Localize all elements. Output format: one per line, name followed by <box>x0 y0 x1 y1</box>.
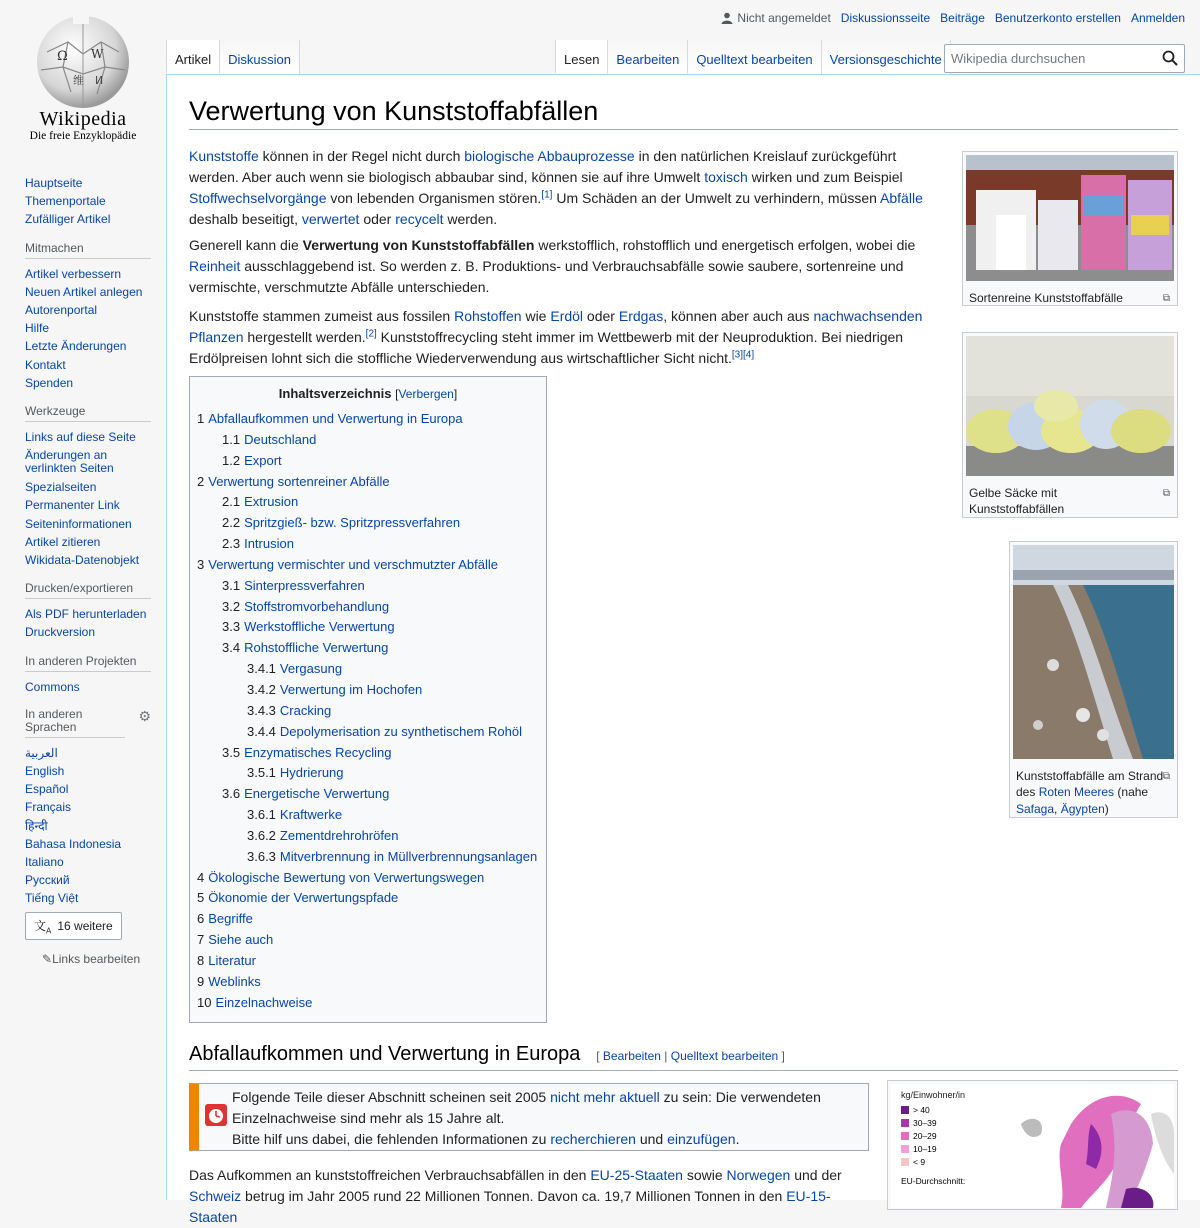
toc-number: 9 <box>197 973 205 989</box>
toc-item[interactable] <box>197 701 539 722</box>
sidebar-item[interactable]: Als PDF herunterladen <box>25 607 147 622</box>
toc-item[interactable] <box>197 409 539 430</box>
toc-list <box>197 409 539 1013</box>
intro-paragraph-2 <box>189 235 937 298</box>
toc-number: 3.5.1 <box>247 765 276 781</box>
toc-number: 3.1 <box>222 577 241 593</box>
link-reinheit[interactable]: Reinheit <box>189 258 241 274</box>
talk-link[interactable]: Diskussionsseite <box>840 11 931 25</box>
portal-heading: Drucken/exportieren <box>25 581 151 599</box>
caption-text: , <box>1054 801 1061 816</box>
toc-number: 2.3 <box>222 536 241 552</box>
reference-3-4[interactable]: [3][4] <box>731 349 755 361</box>
text: oder <box>359 211 396 227</box>
link-abfaelle[interactable]: Abfälle <box>880 190 923 206</box>
thumbnail-caption <box>1013 764 1174 820</box>
toc-number: 3.4.4 <box>247 723 276 739</box>
search-placeholder: Wikipedia durchsuchen <box>951 51 1086 66</box>
sidebar-item[interactable]: Links auf diese Seite <box>25 430 136 445</box>
table-of-contents <box>189 376 547 1023</box>
text: in den natürlichen Kreislauf zurückgeführt werden. Aber auch wenn sie biologisch abbaubar sind, können sie auf ihre Umwelt <box>189 148 897 185</box>
sidebar-item[interactable]: Autorenportal <box>25 303 98 318</box>
magnify-icon[interactable]: ⧉ <box>1162 292 1170 304</box>
toc-number: 3.4 <box>222 640 241 656</box>
portal-sprachen <box>0 708 166 940</box>
legend-item: > 40 <box>913 1105 930 1115</box>
globe-icon <box>33 12 133 112</box>
link-nachwachsende-pflanzen[interactable]: nachwachsenden Pflanzen <box>189 308 923 345</box>
toc-link[interactable]: Kraftwerke <box>279 807 343 823</box>
toc-link[interactable]: Verwertung vermischter und verschmutzter Abfälle <box>208 556 498 572</box>
search-input[interactable] <box>944 44 1185 73</box>
toc-number: 3.6 <box>222 786 241 802</box>
toc-item[interactable] <box>197 805 539 826</box>
sidebar <box>0 150 166 966</box>
toc-item[interactable] <box>197 930 539 951</box>
text: werkstofflich, rohstofflich und energetisch erfolgen, wobei die <box>534 237 916 253</box>
link-kunststoffe[interactable]: Kunststoffe <box>189 148 259 164</box>
thumbnail-sortenrein <box>962 151 1178 306</box>
toc-link[interactable]: Hydrierung <box>279 765 344 781</box>
link-biologische-abbauprozesse[interactable]: biologische Abbauprozesse <box>464 148 635 164</box>
text: werden. <box>443 211 498 227</box>
maintenance-notice <box>189 1083 869 1151</box>
sidebar-item[interactable]: Neuen Artikel anlegen <box>25 284 143 299</box>
gear-icon[interactable]: ⚙ <box>138 707 151 724</box>
toc-number: 5 <box>197 890 205 906</box>
text: Bitte hilf uns dabei, die fehlenden Informationen zu <box>232 1131 551 1147</box>
section-edit-links: [ Bearbeiten | Quelltext bearbeiten ] <box>596 1049 785 1063</box>
language-link[interactable]: Bahasa Indonesia <box>25 836 122 851</box>
svg-text:维: 维 <box>73 74 84 87</box>
user-icon <box>721 12 733 24</box>
sidebar-item-zufaelliger-artikel[interactable]: Zufälliger Artikel <box>25 212 111 227</box>
portal-heading: In anderen Sprachen <box>25 708 125 738</box>
language-link[interactable]: Italiano <box>25 855 64 870</box>
user-status <box>721 11 830 25</box>
sidebar-item[interactable]: Spezialseiten <box>25 480 97 495</box>
edit-links-label: Links bearbeiten <box>52 952 141 967</box>
toc-link[interactable]: Cracking <box>279 702 332 718</box>
link-toxisch[interactable]: toxisch <box>704 169 748 185</box>
toc-link[interactable]: Depolymerisation zu synthetischem Rohöl <box>279 723 522 739</box>
sidebar-item-commons[interactable]: Commons <box>25 679 80 694</box>
sidebar-item[interactable]: Druckversion <box>25 625 96 640</box>
toc-number: 3.4.1 <box>247 661 276 677</box>
text: Generell kann die <box>189 237 303 253</box>
link-aegypten[interactable]: Ägypten <box>1060 801 1105 816</box>
toc-link[interactable]: Verwertung sortenreiner Abfälle <box>208 473 390 489</box>
toc-item[interactable] <box>197 909 539 930</box>
toc-item[interactable] <box>197 492 539 513</box>
not-logged-in-label: Nicht angemeldet <box>737 11 831 25</box>
intro-paragraph-3 <box>189 306 937 369</box>
text: , können aber auch aus <box>663 308 814 324</box>
toc-item[interactable] <box>197 576 539 597</box>
toc-number: 3.5 <box>222 744 241 760</box>
toc-link[interactable]: Ökonomie der Verwertungspfade <box>208 890 399 906</box>
toc-link[interactable]: Intrusion <box>244 536 294 552</box>
translate-icon: 文$_A$ <box>34 918 52 936</box>
toc-link[interactable]: Werkstoffliche Verwertung <box>244 619 395 635</box>
magnify-icon[interactable]: ⧉ <box>1162 487 1170 499</box>
magnify-icon[interactable]: ⧉ <box>1162 770 1170 782</box>
text: hergestellt werden. <box>243 329 366 345</box>
toc-link[interactable]: Rohstoffliche Verwertung <box>244 640 389 656</box>
caption-text: (nahe <box>1114 785 1149 799</box>
toc-number: 10 <box>197 994 212 1010</box>
toc-number: 3.6.1 <box>247 807 276 823</box>
legend-item: 10–19 <box>913 1144 937 1154</box>
link-stoffwechselvorgaenge[interactable]: Stoffwechselvorgänge <box>189 190 327 206</box>
text: ausschlaggebend ist. So werden z. B. Produktions- und Verbrauchsabfälle sowie saubere, sortenreine und vermischte, verschmutzte Abfälle unterschieden. <box>189 258 904 295</box>
link-recycelt[interactable]: recycelt <box>395 211 444 227</box>
portal-drucken <box>0 581 166 641</box>
toc-number: 2 <box>197 473 205 489</box>
toc-item[interactable] <box>197 763 539 784</box>
language-link[interactable]: English <box>25 764 65 779</box>
link-verwertet[interactable]: verwertet <box>301 211 360 227</box>
contributions-link[interactable]: Beiträge <box>940 11 985 25</box>
sidebar-item[interactable]: Seiteninformationen <box>25 516 132 531</box>
edit-links-link[interactable] <box>0 952 166 966</box>
thumbnail-roten-meeres <box>1009 541 1178 818</box>
toc-number: 1 <box>197 411 205 426</box>
toc-link[interactable]: Verwertung im Hochofen <box>279 681 423 697</box>
sidebar-item[interactable]: Wikidata-Datenobjekt <box>25 553 140 568</box>
thumbnail-europe-map <box>887 1080 1178 1210</box>
portal-projekte <box>0 654 166 696</box>
sidebar-item[interactable]: Artikel verbessern <box>25 266 122 281</box>
namespace-tabs <box>166 40 300 74</box>
toc-link[interactable]: Spritzgieß- bzw. Spritzpressverfahren <box>244 515 461 531</box>
toc-toggle[interactable]: [Verbergen] <box>395 387 458 401</box>
main-content <box>166 74 1200 1225</box>
section-title: Abfallaufkommen und Verwertung in Europa <box>189 1043 581 1065</box>
toc-link[interactable]: Extrusion <box>244 494 299 510</box>
text: und <box>635 1131 668 1147</box>
toc-number: 3.6.3 <box>247 848 276 864</box>
caption-text: ) <box>1104 801 1109 816</box>
toc-item[interactable] <box>197 888 539 909</box>
language-link[interactable]: العربية <box>25 745 58 760</box>
toc-number: 2.2 <box>222 515 241 531</box>
toc-link[interactable]: Zementdrehrohröfen <box>279 827 399 843</box>
thumbnail-caption <box>966 481 1174 520</box>
link-safaga[interactable]: Safaga <box>1016 801 1055 816</box>
legend-item: 20–29 <box>913 1131 937 1141</box>
section-edit-source-link[interactable]: Quelltext bearbeiten <box>670 1049 779 1063</box>
more-languages-button[interactable] <box>25 912 122 940</box>
toc-item[interactable] <box>197 451 539 472</box>
toc-item[interactable] <box>197 972 539 993</box>
tab-quelltext-bearbeiten[interactable]: Quelltext bearbeiten <box>688 40 821 74</box>
svg-text:И: И <box>95 74 104 87</box>
svg-text:W: W <box>91 47 104 61</box>
toc-number: 3.6.2 <box>247 827 276 843</box>
toc-item[interactable] <box>197 597 539 618</box>
toc-link[interactable]: Ökologische Bewertung von Verwertungswegen <box>208 869 485 885</box>
notice-text <box>232 1087 862 1150</box>
tab-lesen[interactable]: Lesen <box>555 40 608 74</box>
toc-title <box>197 386 539 401</box>
toc-link[interactable]: Enzymatisches Recycling <box>244 744 392 760</box>
toc-item[interactable] <box>197 993 539 1014</box>
section-paragraph-1 <box>189 1165 869 1228</box>
toc-number: 8 <box>197 952 205 968</box>
portal-heading: Mitmachen <box>25 241 151 259</box>
toc-item[interactable] <box>197 430 539 451</box>
text: Kunststoffrecycling steht immer im Wettbewerb mit der Neuproduktion. Bei niedrigen Erdölpreisen lohnt sich die stoffliche Wiederverwendung aus wirtschaftlicher Sicht nicht. <box>189 329 904 366</box>
toc-item[interactable] <box>197 555 539 576</box>
text: wie <box>521 308 551 324</box>
text: betrug im Jahr 2005 rund 22 Millionen Tonnen. Davon ca. 19,7 Millionen Tonnen in den <box>241 1188 787 1204</box>
link-einzufuegen[interactable]: einzufügen <box>667 1131 736 1147</box>
bold-term: Verwertung von Kunststoffabfällen <box>302 237 535 253</box>
toc-item[interactable] <box>197 680 539 701</box>
reference-1[interactable]: [1] <box>541 189 553 201</box>
toc-item[interactable] <box>197 659 539 680</box>
toc-number: 1.2 <box>222 452 241 468</box>
link-eu-25-staaten[interactable]: EU-25-Staaten <box>590 1167 683 1183</box>
toc-item[interactable] <box>197 617 539 638</box>
sidebar-item[interactable]: Letzte Änderungen <box>25 339 127 354</box>
search-icon[interactable] <box>1162 50 1178 66</box>
toc-link[interactable]: Vergasung <box>279 661 343 677</box>
toc-number: 1.1 <box>222 431 241 447</box>
sidebar-item[interactable]: Kontakt <box>25 357 66 372</box>
toc-toggle-link[interactable]: Verbergen <box>398 387 454 401</box>
text: . <box>735 1131 740 1147</box>
section-edit-link[interactable]: Bearbeiten <box>602 1049 661 1063</box>
wordmark: Wikipedia <box>39 108 127 130</box>
toc-item[interactable] <box>197 513 539 534</box>
toc-number: 3.4.2 <box>247 681 276 697</box>
portal-navigation <box>0 174 166 229</box>
link-nicht-mehr-aktuell[interactable]: nicht mehr aktuell <box>550 1089 660 1105</box>
text: und der <box>790 1167 842 1183</box>
toc-link[interactable]: Einzelnachweise <box>215 994 313 1010</box>
sidebar-item[interactable]: Permanenter Link <box>25 498 120 513</box>
text: oder <box>583 308 619 324</box>
text: Folgende Teile dieser Abschnitt scheinen seit 2005 <box>232 1089 551 1105</box>
sidebar-item-themenportale[interactable]: Themenportale <box>25 194 106 209</box>
language-link[interactable]: Tiếng Việt <box>25 891 79 906</box>
image-yellow-bags[interactable] <box>966 336 1174 476</box>
clock-warning-icon <box>205 1104 227 1126</box>
toc-item[interactable] <box>197 472 539 493</box>
thumbnail-caption <box>966 286 1174 309</box>
tagline: Die freie Enzyklopädie <box>29 130 137 142</box>
sidebar-item[interactable]: Änderungen an verlinkten Seiten <box>25 448 114 476</box>
toc-item[interactable] <box>197 638 539 659</box>
image-europe-map[interactable] <box>891 1084 1174 1208</box>
tab-diskussion[interactable]: Diskussion <box>220 40 300 74</box>
link-recherchieren[interactable]: recherchieren <box>550 1131 636 1147</box>
toc-number: 6 <box>197 911 205 927</box>
tab-versionsgeschichte[interactable]: Versionsgeschichte <box>822 40 951 74</box>
wikipedia-logo[interactable] <box>0 0 166 150</box>
login-link[interactable]: Anmelden <box>1130 11 1185 25</box>
image-plastic-bales[interactable] <box>966 155 1174 281</box>
text: können in der Regel nicht durch <box>258 148 465 164</box>
toc-number: 3 <box>197 556 205 572</box>
caption-text: Kunststoffabfälle am Strand des <box>1016 768 1164 799</box>
intro-paragraph-1 <box>189 146 937 230</box>
portal-heading: Werkzeuge <box>25 404 151 422</box>
toc-title-text: Inhaltsverzeichnis <box>278 386 392 401</box>
toc-item[interactable] <box>197 868 539 889</box>
svg-text:Ω: Ω <box>57 49 68 64</box>
create-account-link[interactable]: Benutzerkonto erstellen <box>994 11 1121 25</box>
tab-bearbeiten[interactable]: Bearbeiten <box>608 40 688 74</box>
portal-heading: In anderen Projekten <box>25 654 151 672</box>
toc-link[interactable]: Stoffstromvorbehandlung <box>244 598 390 614</box>
text: sowie <box>682 1167 727 1183</box>
image-beach-plastic[interactable] <box>1013 545 1174 759</box>
toc-item[interactable] <box>197 847 539 868</box>
section-heading <box>189 1043 1178 1071</box>
link-eu-15-staaten[interactable]: EU-15-Staaten <box>189 1188 831 1225</box>
pencil-icon: ✎ <box>42 952 53 967</box>
toc-link[interactable]: Sinterpressverfahren <box>244 577 365 593</box>
toc-link[interactable]: Literatur <box>208 952 256 968</box>
toc-item[interactable] <box>197 743 539 764</box>
caption-text: Gelbe Säcke mit Kunststoffabfällen <box>969 485 1065 516</box>
toc-item[interactable] <box>197 784 539 805</box>
toc-number: 3.2 <box>222 598 241 614</box>
text: wirken und zum Beispiel <box>747 169 903 185</box>
toc-number: 7 <box>197 932 205 948</box>
toc-link[interactable]: Siehe auch <box>208 932 274 948</box>
language-heading-row <box>25 708 151 738</box>
toc-number: 2.1 <box>222 494 241 510</box>
link-rohstoffen[interactable]: Rohstoffen <box>454 308 522 324</box>
text: von lebenden Organismen stören. <box>326 190 542 206</box>
legend-item: < 9 <box>913 1157 926 1167</box>
text: Das Aufkommen an kunststoffreichen Verbrauchsabfällen in den <box>189 1167 591 1183</box>
text: zu sein: Die verwendeten Einzelnachweise sind mehr als 15 Jahre alt. <box>232 1089 821 1126</box>
title-divider <box>189 129 1178 130</box>
portal-mitmachen <box>0 241 166 392</box>
toc-number: 4 <box>197 869 205 885</box>
thumbnail-gelbe-saecke <box>962 332 1178 518</box>
language-link[interactable]: हिन्दी <box>25 818 48 833</box>
text: Kunststoffe stammen zumeist aus fossilen <box>189 308 455 324</box>
toc-link[interactable]: Begriffe <box>208 911 253 927</box>
personal-tools <box>721 11 1185 25</box>
language-link[interactable]: Français <box>25 800 72 815</box>
toc-number: 3.4.3 <box>247 702 276 718</box>
toc-number: 3.3 <box>222 619 241 635</box>
link-rotes-meer[interactable]: Roten Meeres <box>1038 785 1115 799</box>
toc-link[interactable]: Export <box>244 452 282 468</box>
sidebar-item-hauptseite[interactable]: Hauptseite <box>25 176 83 190</box>
toc-item[interactable] <box>197 534 539 555</box>
page-title: Verwertung von Kunststoffabfällen <box>189 96 599 126</box>
view-tabs <box>555 40 951 74</box>
text: Um Schäden an der Umwelt zu verhindern, müssen <box>552 190 881 206</box>
toc-link[interactable]: Weblinks <box>208 973 261 989</box>
legend-average: EU-Durchschnitt: <box>901 1176 966 1186</box>
portal-werkzeuge <box>0 404 166 569</box>
sidebar-item[interactable]: Spenden <box>25 375 74 390</box>
link-erdgas[interactable]: Erdgas <box>618 308 664 324</box>
more-languages-label: 16 weitere <box>57 918 113 933</box>
link-schweiz[interactable]: Schweiz <box>189 1188 242 1204</box>
language-link[interactable]: Русский <box>25 873 70 888</box>
caption-text: Sortenreine Kunststoffabfälle <box>969 290 1123 305</box>
link-norwegen[interactable]: Norwegen <box>726 1167 791 1183</box>
toc-link[interactable]: Abfallaufkommen und Verwertung in Europa <box>208 411 463 426</box>
tab-artikel[interactable]: Artikel <box>166 40 220 74</box>
toc-link[interactable]: Mitverbrennung in Müllverbrennungsanlagen <box>279 848 538 864</box>
legend-item: 30–39 <box>913 1118 937 1128</box>
toc-link[interactable]: Deutschland <box>244 431 317 447</box>
toc-item[interactable] <box>197 722 539 743</box>
toc-item[interactable] <box>197 951 539 972</box>
sidebar-item[interactable]: Artikel zitieren <box>25 534 101 549</box>
reference-2[interactable]: [2] <box>365 328 377 340</box>
text: deshalb beseitigt, <box>189 211 302 227</box>
link-erdoel[interactable]: Erdöl <box>550 308 584 324</box>
toc-item[interactable] <box>197 826 539 847</box>
map-legend-title: kg/Einwohner/in <box>901 1090 966 1100</box>
language-link[interactable]: Español <box>25 782 69 797</box>
sidebar-item[interactable]: Hilfe <box>25 321 50 336</box>
toc-link[interactable]: Energetische Verwertung <box>244 786 390 802</box>
